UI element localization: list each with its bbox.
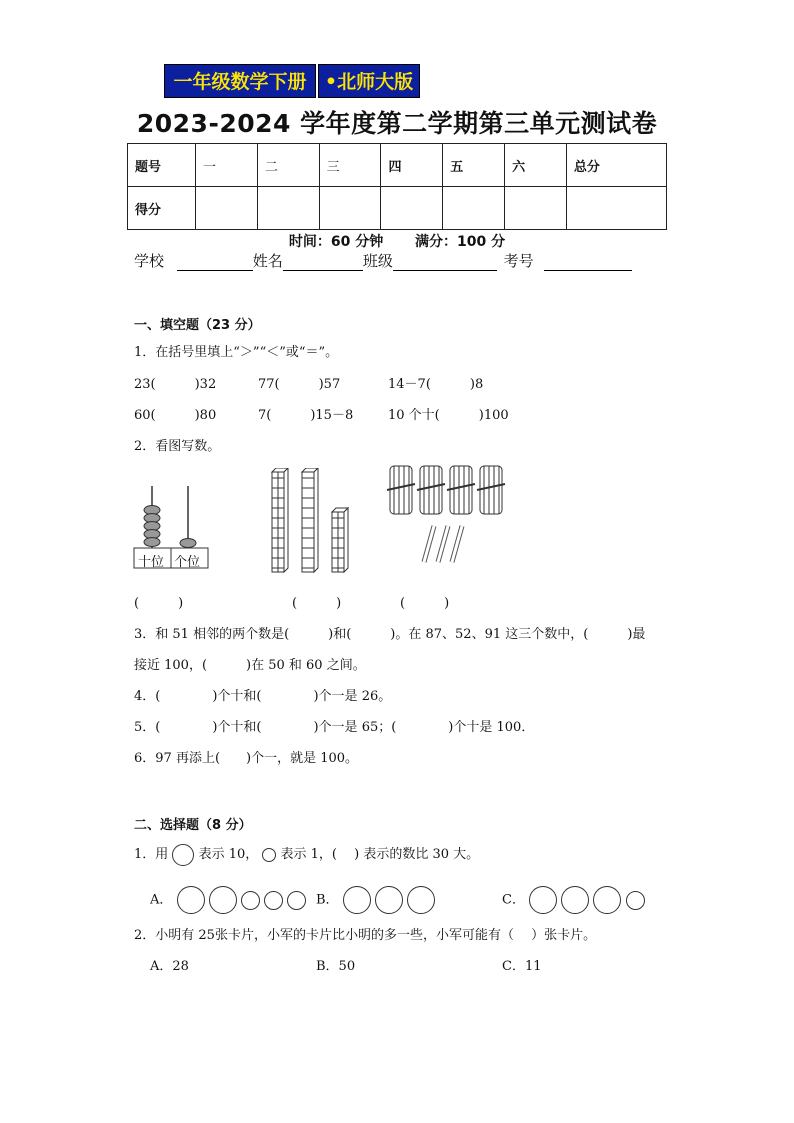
full-score: 满分：100 分 bbox=[415, 234, 506, 250]
table-cell: 四 bbox=[381, 144, 443, 187]
q1-middle: 表示 10， bbox=[198, 847, 259, 862]
small-circle-icon bbox=[241, 891, 260, 910]
option-c[interactable] bbox=[502, 886, 645, 914]
score-cell[interactable] bbox=[319, 187, 381, 230]
big-circle-icon bbox=[407, 886, 435, 914]
score-cell[interactable] bbox=[381, 187, 443, 230]
table-cell: 一 bbox=[196, 144, 258, 187]
answer-blank[interactable]: ( ) bbox=[292, 596, 342, 611]
table-cell: 得分 bbox=[128, 187, 196, 230]
score-cell[interactable] bbox=[257, 187, 319, 230]
cube-rods-figure bbox=[266, 468, 356, 574]
table-cell: 五 bbox=[443, 144, 505, 187]
answer-blank[interactable]: ( ) bbox=[400, 596, 450, 611]
page-title: 2023-2024 学年度第二学期第三单元测试卷 bbox=[136, 109, 658, 138]
question-text: 1．在括号里填上“＞”“＜”或“＝”。 bbox=[134, 345, 339, 360]
option-a[interactable] bbox=[150, 886, 306, 914]
time-limit: 时间：60 分钟 bbox=[288, 234, 384, 250]
question-text bbox=[134, 843, 479, 866]
exam-meta bbox=[0, 231, 794, 251]
score-cell[interactable] bbox=[505, 187, 567, 230]
option-b[interactable]: B．50 bbox=[316, 959, 356, 974]
exam-no-label: 考号 bbox=[503, 252, 534, 270]
answer-blank[interactable]: ( ) bbox=[134, 596, 184, 611]
class-label: 班级 bbox=[362, 252, 393, 270]
question-text: 5．( )个十和( )个一是 65；( )个十是 100． bbox=[134, 720, 535, 735]
edition-badge: •北师大版 bbox=[318, 64, 420, 98]
grade-badge: 一年级数学下册 bbox=[164, 64, 316, 98]
name-label: 姓名 bbox=[252, 252, 283, 270]
question-text: 6．97 再添上( )个一，就是 100。 bbox=[134, 751, 359, 766]
table-cell: 三 bbox=[319, 144, 381, 187]
small-circle-icon bbox=[626, 891, 645, 910]
table-cell: 题号 bbox=[128, 144, 196, 187]
table-row bbox=[128, 144, 667, 187]
student-info bbox=[134, 250, 632, 271]
big-circle-icon bbox=[593, 886, 621, 914]
option-c-label: C． bbox=[502, 892, 525, 908]
tens-label: 十位 bbox=[138, 555, 165, 570]
big-circle-icon bbox=[561, 886, 589, 914]
ones-label: 个位 bbox=[174, 555, 201, 570]
compare-item: 14－7( )8 bbox=[388, 377, 484, 392]
table-cell: 二 bbox=[257, 144, 319, 187]
big-circle-icon bbox=[375, 886, 403, 914]
q1-suffix: 表示 1，( ) 表示的数比 30 大。 bbox=[280, 847, 480, 862]
school-label: 学校 bbox=[134, 252, 165, 270]
compare-item: 23( )32 bbox=[134, 377, 217, 392]
score-cell[interactable] bbox=[566, 187, 666, 230]
small-circle-icon bbox=[287, 891, 306, 910]
section-heading: 二、选择题（8 分） bbox=[134, 818, 252, 833]
table-cell: 六 bbox=[505, 144, 567, 187]
small-circle-icon bbox=[262, 848, 276, 862]
question-text: 2．看图写数。 bbox=[134, 439, 221, 454]
question-text: 3．和 51 相邻的两个数是( )和( )。在 87、52、91 这三个数中，( )最 bbox=[134, 627, 646, 642]
compare-item: 10 个十( )100 bbox=[388, 408, 509, 423]
option-c[interactable]: C．11 bbox=[502, 959, 542, 974]
table-row bbox=[128, 187, 667, 230]
score-cell[interactable] bbox=[196, 187, 258, 230]
big-circle-icon bbox=[529, 886, 557, 914]
option-b-label: B． bbox=[316, 892, 339, 908]
exam-no-field[interactable] bbox=[544, 254, 632, 271]
table-cell: 总分 bbox=[566, 144, 666, 187]
question-text: 4．( )个十和( )个一是 26。 bbox=[134, 689, 392, 704]
option-b[interactable] bbox=[316, 886, 435, 914]
big-circle-icon bbox=[172, 844, 194, 866]
score-table bbox=[127, 143, 667, 230]
question-text: 接近 100，( )在 50 和 60 之间。 bbox=[134, 658, 366, 673]
compare-item: 77( )57 bbox=[258, 377, 341, 392]
option-a-label: A． bbox=[150, 892, 173, 908]
q1-prefix: 1．用 bbox=[134, 847, 169, 862]
compare-item: 7( )15－8 bbox=[258, 408, 354, 423]
name-field[interactable] bbox=[283, 254, 363, 271]
option-a[interactable]: A．28 bbox=[150, 959, 189, 974]
compare-item: 60( )80 bbox=[134, 408, 217, 423]
question-text: 2．小明有 25张卡片，小军的卡片比小明的多一些，小军可能有（ ）张卡片。 bbox=[134, 928, 597, 943]
score-cell[interactable] bbox=[443, 187, 505, 230]
small-circle-icon bbox=[264, 891, 283, 910]
big-circle-icon bbox=[177, 886, 205, 914]
big-circle-icon bbox=[343, 886, 371, 914]
big-circle-icon bbox=[209, 886, 237, 914]
stick-bundles-figure bbox=[386, 464, 516, 570]
class-field[interactable] bbox=[393, 254, 497, 271]
section-heading: 一、填空题（23 分） bbox=[134, 318, 261, 333]
school-field[interactable] bbox=[177, 254, 253, 271]
